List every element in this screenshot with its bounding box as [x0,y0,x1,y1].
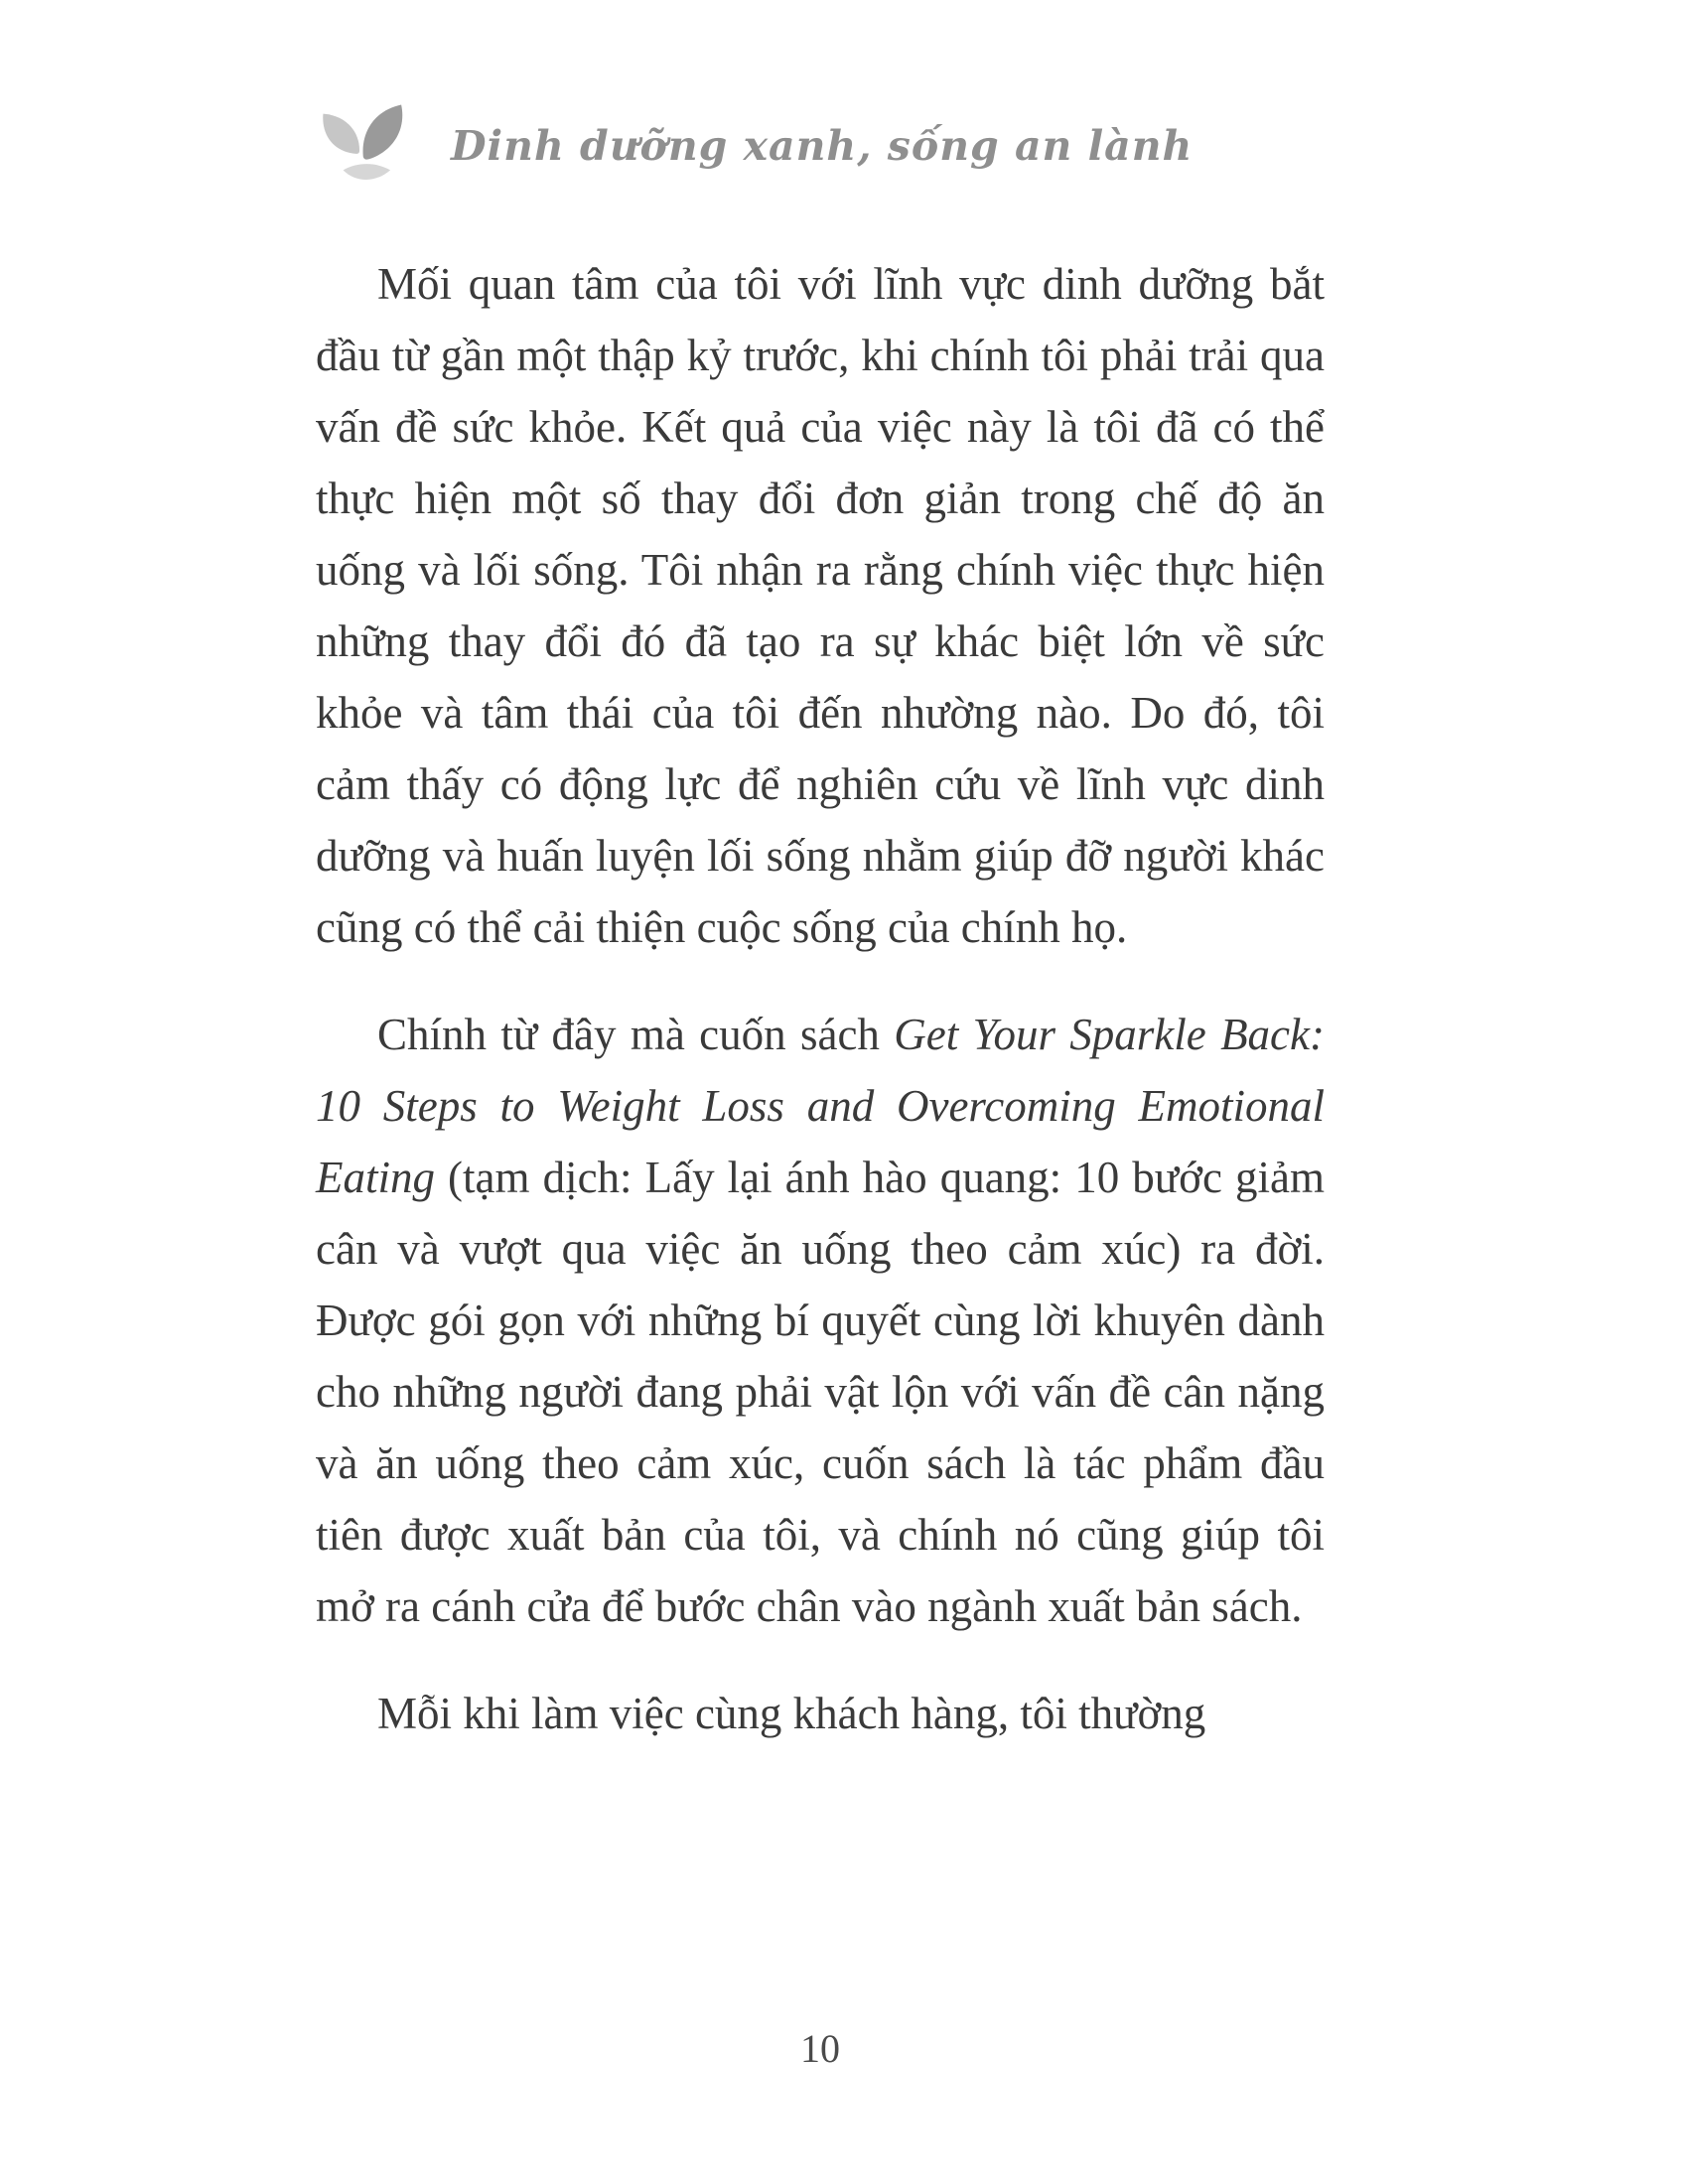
paragraph-segment-italic: Get Your Sparkle Back: 10 Steps to Weight Loss and Overcoming Emotional Eating [316,1010,1325,1202]
paragraph [316,248,1325,963]
paragraph-segment: Mối quan tâm của tôi với lĩnh vực dinh dưỡng bắt đầu từ gần một thập kỷ trước, khi chính tôi phải trải qua vấn đề sức khỏe. Kết quả của việc này là tôi đã có thể thực hiện một số thay đổi đơn giản trong chế độ ăn uống và lối sống. Tôi nhận ra rằng chính việc thực hiện những thay đổi đó đã tạo ra sự khác biệt lớn về sức khỏe và tâm thái của tôi đến nhường nào. Do đó, tôi cảm thấy có động lực để nghiên cứu về lĩnh vực dinh dưỡng và huấn luyện lối sống nhằm giúp đỡ người khác cũng có thể cải thiện cuộc sống của chính họ. [316,259,1325,952]
paragraph [316,1678,1325,1749]
running-header-title: Dinh dưỡng xanh, sống an lành [451,122,1194,170]
paragraph [316,999,1325,1642]
paragraph-segment: Chính từ đây mà cuốn sách [377,1010,895,1059]
leaf-icon [316,99,425,185]
running-header [316,99,1325,185]
page-number: 10 [800,2026,840,2071]
page-content [316,0,1325,1785]
paragraph-segment: Mỗi khi làm việc cùng khách hàng, tôi thường [377,1689,1206,1738]
paragraph-segment: (tạm dịch: Lấy lại ánh hào quang: 10 bước giảm cân và vượt qua việc ăn uống theo cảm xúc) ra đời. Được gói gọn với những bí quyết cùng lời khuyên dành cho những người đang phải vật lộn với vấn đề cân nặng và ăn uống theo cảm xúc, cuốn sách là tác phẩm đầu tiên được xuất bản của tôi, và chính nó cũng giúp tôi mở ra cánh cửa để bước chân vào ngành xuất bản sách. [316,1153,1325,1631]
body-text [316,248,1325,1749]
